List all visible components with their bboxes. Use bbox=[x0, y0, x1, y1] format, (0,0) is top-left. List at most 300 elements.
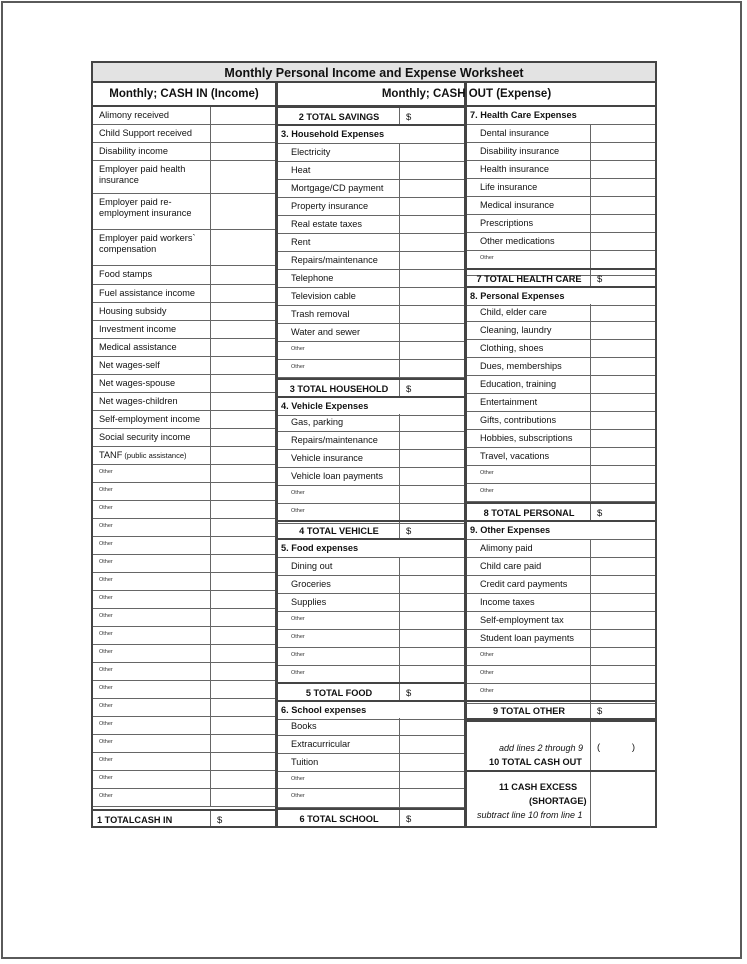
row-label: Other bbox=[99, 613, 113, 619]
row-label: Other bbox=[99, 523, 113, 529]
amount-field[interactable] bbox=[210, 681, 275, 698]
health-row bbox=[467, 125, 655, 143]
amount-field[interactable] bbox=[210, 699, 275, 716]
row-label: Other bbox=[99, 595, 113, 601]
row-label: Gas, parking bbox=[291, 417, 344, 427]
amount-field[interactable] bbox=[399, 198, 464, 215]
row-label: Alimony paid bbox=[480, 543, 533, 553]
total-vehicle-row bbox=[278, 520, 464, 540]
row-label: Other bbox=[291, 776, 305, 782]
amount-field[interactable] bbox=[210, 789, 275, 806]
row-label: Supplies bbox=[291, 597, 327, 607]
row-label: Clothing, shoes bbox=[480, 343, 544, 353]
amount-field[interactable] bbox=[210, 230, 275, 265]
amount-field[interactable] bbox=[399, 666, 464, 683]
income-row bbox=[93, 285, 275, 303]
row-label: Child Support received bbox=[99, 128, 192, 138]
amount-field[interactable] bbox=[590, 466, 655, 483]
health-row bbox=[467, 143, 655, 161]
amount-field[interactable] bbox=[590, 558, 655, 575]
row-label: Other medications bbox=[480, 236, 555, 246]
amount-field[interactable] bbox=[590, 179, 655, 196]
cash-out-header: Monthly; CASH OUT (Expense) bbox=[278, 82, 655, 107]
income-other-row bbox=[93, 537, 275, 555]
paren-placeholder: ( ) bbox=[597, 742, 635, 753]
income-row bbox=[93, 303, 275, 321]
row-label: Self-employment income bbox=[99, 414, 201, 424]
income-other-row bbox=[93, 771, 275, 789]
row-label: Cleaning, laundry bbox=[480, 325, 552, 335]
health-row bbox=[467, 215, 655, 233]
amount-field[interactable] bbox=[399, 288, 464, 305]
row-label: Other bbox=[480, 255, 494, 261]
row-label: Other bbox=[99, 667, 113, 673]
row-label: Other bbox=[291, 490, 305, 496]
amount-field[interactable] bbox=[590, 648, 655, 665]
personal-row bbox=[467, 304, 655, 322]
other-expense-row bbox=[467, 576, 655, 594]
row-label: Employer paid workers` compensation bbox=[99, 233, 196, 254]
household-header bbox=[278, 126, 464, 144]
amount-field[interactable] bbox=[399, 772, 464, 788]
amount-field[interactable] bbox=[210, 645, 275, 662]
household-row bbox=[278, 198, 464, 216]
amount-field[interactable] bbox=[210, 143, 275, 160]
row-label: Medical insurance bbox=[480, 200, 555, 210]
row-label: Other bbox=[291, 793, 305, 799]
row-label: Heat bbox=[291, 165, 311, 175]
household-row bbox=[278, 216, 464, 234]
row-label: Credit card payments bbox=[480, 579, 568, 589]
amount-field[interactable] bbox=[590, 125, 655, 142]
total-cash-in-row bbox=[93, 809, 275, 828]
amount-field[interactable] bbox=[399, 360, 464, 377]
row-label: Other bbox=[291, 364, 305, 370]
total-health-row bbox=[467, 268, 655, 288]
income-other-row bbox=[93, 483, 275, 501]
dollar-sign: $ bbox=[597, 706, 603, 717]
income-other-row bbox=[93, 609, 275, 627]
health-row bbox=[467, 161, 655, 179]
row-label: 8. Personal Expenses bbox=[470, 291, 565, 301]
row-label: 6. School expenses bbox=[281, 705, 367, 715]
health-header bbox=[467, 107, 655, 125]
row-label: Other bbox=[291, 616, 305, 622]
amount-field[interactable] bbox=[210, 501, 275, 518]
worksheet-title: Monthly Personal Income and Expense Worksheet bbox=[93, 63, 655, 83]
row-label: 7. Health Care Expenses bbox=[470, 110, 577, 120]
cash-excess-row bbox=[467, 772, 655, 828]
row-label: Fuel assistance income bbox=[99, 288, 196, 298]
income-row bbox=[93, 375, 275, 393]
amount-field[interactable] bbox=[399, 324, 464, 341]
amount-field[interactable] bbox=[399, 736, 464, 753]
row-label: Other bbox=[99, 649, 113, 655]
school-other-row bbox=[278, 789, 464, 808]
total-cash-out-label: 10 TOTAL CASH OUT bbox=[489, 757, 582, 767]
vehicle-row bbox=[278, 414, 464, 432]
amount-field[interactable] bbox=[210, 357, 275, 374]
school-row bbox=[278, 754, 464, 772]
amount-field[interactable] bbox=[210, 429, 275, 446]
amount-field[interactable] bbox=[399, 576, 464, 593]
income-other-row bbox=[93, 717, 275, 735]
amount-field[interactable] bbox=[590, 270, 655, 286]
amount-field[interactable] bbox=[590, 702, 655, 718]
income-row bbox=[93, 429, 275, 447]
personal-row bbox=[467, 376, 655, 394]
amount-field[interactable] bbox=[210, 663, 275, 680]
shortage-label: (SHORTAGE) bbox=[529, 796, 587, 806]
row-label: 4 TOTAL VEHICLE bbox=[299, 526, 379, 536]
row-label: Other bbox=[99, 739, 113, 745]
dollar-sign: $ bbox=[406, 112, 412, 123]
row-label: Other bbox=[480, 652, 494, 658]
amount-field[interactable] bbox=[210, 811, 275, 826]
amount-field[interactable] bbox=[399, 754, 464, 771]
amount-field[interactable] bbox=[210, 321, 275, 338]
row-label: Other bbox=[480, 670, 494, 676]
row-label: Other bbox=[291, 652, 305, 658]
row-label: Telephone bbox=[291, 273, 334, 283]
personal-row bbox=[467, 394, 655, 412]
amount-field[interactable] bbox=[590, 358, 655, 375]
row-label: Other bbox=[99, 685, 113, 691]
amount-field[interactable] bbox=[399, 216, 464, 233]
income-row bbox=[93, 447, 275, 465]
row-label: Prescriptions bbox=[480, 218, 534, 228]
amount-field[interactable] bbox=[399, 486, 464, 503]
row-label: 5. Food expenses bbox=[281, 543, 359, 553]
amount-field[interactable] bbox=[399, 432, 464, 449]
amount-field[interactable] bbox=[210, 753, 275, 770]
income-row bbox=[93, 125, 275, 143]
row-label: Mortgage/CD payment bbox=[291, 183, 384, 193]
health-row bbox=[467, 197, 655, 215]
amount-field[interactable] bbox=[590, 161, 655, 178]
row-label: Entertainment bbox=[480, 397, 538, 407]
row-label: Dues, memberships bbox=[480, 361, 562, 371]
food-row bbox=[278, 558, 464, 576]
income-other-row bbox=[93, 573, 275, 591]
amount-field[interactable] bbox=[399, 306, 464, 323]
row-label: Student loan payments bbox=[480, 633, 574, 643]
amount-field[interactable] bbox=[210, 339, 275, 356]
income-other-row bbox=[93, 627, 275, 645]
row-label: Tuition bbox=[291, 757, 319, 767]
row-label: Education, training bbox=[480, 379, 557, 389]
other-expense-other-row bbox=[467, 648, 655, 666]
amount-field[interactable] bbox=[210, 735, 275, 752]
row-label: Hobbies, subscriptions bbox=[480, 433, 573, 443]
row-label: Health insurance bbox=[480, 164, 549, 174]
row-label: Other bbox=[99, 703, 113, 709]
amount-field[interactable] bbox=[590, 448, 655, 465]
amount-field[interactable] bbox=[590, 430, 655, 447]
amount-field[interactable] bbox=[210, 465, 275, 482]
row-label: Vehicle loan payments bbox=[291, 471, 383, 481]
amount-field[interactable] bbox=[590, 304, 655, 321]
amount-field[interactable] bbox=[399, 144, 464, 161]
amount-field[interactable] bbox=[399, 162, 464, 179]
amount-field[interactable] bbox=[399, 108, 464, 124]
row-label: Groceries bbox=[291, 579, 331, 589]
row-label: 8 TOTAL PERSONAL bbox=[483, 508, 575, 518]
total-food-row bbox=[278, 682, 464, 702]
other-expenses-header bbox=[467, 522, 655, 540]
other-expense-other-row bbox=[467, 666, 655, 684]
amount-field[interactable] bbox=[590, 197, 655, 214]
amount-field[interactable] bbox=[590, 215, 655, 232]
amount-field[interactable] bbox=[399, 558, 464, 575]
vehicle-row bbox=[278, 450, 464, 468]
amount-field[interactable] bbox=[210, 411, 275, 428]
amount-field[interactable] bbox=[210, 555, 275, 572]
dollar-sign: $ bbox=[597, 274, 603, 285]
row-label: Self-employment tax bbox=[480, 615, 564, 625]
amount-field[interactable] bbox=[210, 771, 275, 788]
row-label: Other bbox=[291, 670, 305, 676]
household-row bbox=[278, 252, 464, 270]
food-other-row bbox=[278, 612, 464, 630]
school-other-row bbox=[278, 772, 464, 789]
income-row bbox=[93, 393, 275, 411]
amount-field[interactable] bbox=[590, 630, 655, 647]
row-note: (public assistance) bbox=[122, 451, 187, 460]
income-other-row bbox=[93, 645, 275, 663]
row-label: Life insurance bbox=[480, 182, 538, 192]
row-label: Trash removal bbox=[291, 309, 350, 319]
amount-field[interactable] bbox=[590, 143, 655, 160]
row-label: 1 TOTALCASH IN bbox=[97, 815, 173, 825]
income-row bbox=[93, 357, 275, 375]
row-label: Other bbox=[99, 775, 113, 781]
amount-field[interactable] bbox=[210, 717, 275, 734]
amount-field[interactable] bbox=[590, 666, 655, 683]
personal-row bbox=[467, 412, 655, 430]
income-row bbox=[93, 266, 275, 285]
amount-field[interactable] bbox=[590, 376, 655, 393]
row-label: 3 TOTAL HOUSEHOLD bbox=[289, 384, 389, 394]
amount-field[interactable] bbox=[399, 414, 464, 431]
income-row bbox=[93, 107, 275, 125]
row-label: Social security income bbox=[99, 432, 191, 442]
personal-row bbox=[467, 322, 655, 340]
row-label: Other bbox=[99, 721, 113, 727]
household-row bbox=[278, 144, 464, 162]
amount-field[interactable] bbox=[399, 612, 464, 629]
amount-field[interactable] bbox=[590, 394, 655, 411]
cash-out-column-right bbox=[467, 82, 655, 826]
personal-row bbox=[467, 448, 655, 466]
amount-field[interactable] bbox=[399, 270, 464, 287]
personal-other-row bbox=[467, 466, 655, 484]
amount-field[interactable] bbox=[210, 573, 275, 590]
row-label: Other bbox=[480, 470, 494, 476]
income-other-row bbox=[93, 789, 275, 807]
amount-field[interactable] bbox=[399, 718, 464, 735]
income-other-row bbox=[93, 735, 275, 753]
amount-field[interactable] bbox=[399, 684, 464, 700]
income-row bbox=[93, 411, 275, 429]
amount-field[interactable] bbox=[399, 648, 464, 665]
total-savings-row bbox=[278, 106, 464, 126]
amount-field[interactable] bbox=[210, 609, 275, 626]
vehicle-row bbox=[278, 468, 464, 486]
amount-field[interactable] bbox=[210, 125, 275, 142]
amount-field[interactable] bbox=[590, 412, 655, 429]
row-label: Net wages-spouse bbox=[99, 378, 176, 388]
row-label: Other bbox=[99, 487, 113, 493]
row-label: Other bbox=[291, 346, 305, 352]
amount-field[interactable] bbox=[399, 810, 464, 826]
amount-field[interactable] bbox=[399, 252, 464, 269]
amount-field[interactable] bbox=[399, 468, 464, 485]
amount-field[interactable] bbox=[210, 519, 275, 536]
amount-field[interactable] bbox=[590, 484, 655, 501]
row-label: Medical assistance bbox=[99, 342, 177, 352]
amount-field[interactable] bbox=[210, 303, 275, 320]
total-cash-out-row bbox=[467, 720, 655, 772]
amount-field[interactable] bbox=[399, 594, 464, 611]
add-lines-note: add lines 2 through 9 bbox=[499, 743, 584, 753]
row-label: TANF (public assistance) bbox=[99, 450, 187, 460]
row-label: Repairs/maintenance bbox=[291, 435, 378, 445]
income-other-row bbox=[93, 699, 275, 717]
amount-field[interactable] bbox=[210, 266, 275, 284]
personal-row bbox=[467, 358, 655, 376]
amount-field[interactable] bbox=[210, 537, 275, 554]
amount-field[interactable] bbox=[399, 342, 464, 359]
row-label: 9 TOTAL OTHER bbox=[493, 706, 565, 716]
household-other-row bbox=[278, 342, 464, 360]
row-label: Other bbox=[99, 505, 113, 511]
food-other-row bbox=[278, 648, 464, 666]
amount-field[interactable] bbox=[210, 375, 275, 392]
amount-field[interactable] bbox=[590, 612, 655, 629]
amount-field[interactable] bbox=[590, 340, 655, 357]
row-label: Disability insurance bbox=[480, 146, 560, 156]
row-label: Electricity bbox=[291, 147, 331, 157]
income-other-row bbox=[93, 519, 275, 537]
row-label: Other bbox=[291, 508, 305, 514]
row-label: 5 TOTAL FOOD bbox=[305, 688, 373, 698]
other-expense-row bbox=[467, 630, 655, 648]
income-row bbox=[93, 143, 275, 161]
personal-row bbox=[467, 340, 655, 358]
other-expense-row bbox=[467, 612, 655, 630]
income-row bbox=[93, 321, 275, 339]
total-household-row bbox=[278, 378, 464, 398]
row-label: Income taxes bbox=[480, 597, 535, 607]
amount-field[interactable] bbox=[210, 285, 275, 302]
health-row bbox=[467, 233, 655, 251]
income-row bbox=[93, 230, 275, 266]
row-label: Other bbox=[291, 634, 305, 640]
total-school-row bbox=[278, 808, 464, 828]
income-other-row bbox=[93, 681, 275, 699]
household-row bbox=[278, 306, 464, 324]
row-label: Books bbox=[291, 721, 317, 731]
amount-field[interactable] bbox=[210, 161, 275, 193]
row-label: Extracurricular bbox=[291, 739, 351, 749]
amount-field[interactable] bbox=[399, 180, 464, 197]
row-label: 9. Other Expenses bbox=[470, 525, 551, 535]
food-row bbox=[278, 594, 464, 612]
row-label: Alimony received bbox=[99, 110, 169, 120]
row-label: Net wages-self bbox=[99, 360, 160, 370]
row-label: Employer paid re-employment insurance bbox=[99, 197, 192, 218]
amount-field[interactable] bbox=[399, 450, 464, 467]
income-row bbox=[93, 339, 275, 357]
amount-field[interactable] bbox=[590, 576, 655, 593]
amount-field[interactable] bbox=[399, 522, 464, 538]
amount-field[interactable] bbox=[399, 789, 464, 807]
amount-field[interactable] bbox=[210, 393, 275, 410]
amount-field[interactable] bbox=[210, 627, 275, 644]
income-other-row bbox=[93, 555, 275, 573]
amount-field[interactable] bbox=[210, 483, 275, 500]
row-label: 7 TOTAL HEALTH CARE bbox=[476, 274, 582, 284]
row-label: Other bbox=[480, 688, 494, 694]
dollar-sign: $ bbox=[217, 815, 223, 826]
household-other-row bbox=[278, 360, 464, 378]
amount-field[interactable] bbox=[590, 594, 655, 611]
subtract-note: subtract line 10 from line 1 bbox=[477, 810, 583, 820]
total-cash-out-field[interactable] bbox=[590, 722, 655, 770]
amount-field[interactable] bbox=[590, 540, 655, 557]
amount-field[interactable] bbox=[210, 194, 275, 229]
income-row bbox=[93, 161, 275, 194]
amount-field[interactable] bbox=[210, 107, 275, 124]
dollar-sign: $ bbox=[406, 688, 412, 699]
other-expense-row bbox=[467, 558, 655, 576]
amount-field[interactable] bbox=[590, 233, 655, 250]
household-row bbox=[278, 180, 464, 198]
food-header bbox=[278, 540, 464, 558]
row-label: 4. Vehicle Expenses bbox=[281, 401, 369, 411]
row-label: Food stamps bbox=[99, 269, 153, 279]
amount-field[interactable] bbox=[399, 234, 464, 251]
income-other-row bbox=[93, 753, 275, 771]
amount-field[interactable] bbox=[210, 447, 275, 464]
amount-field[interactable] bbox=[210, 591, 275, 608]
household-row bbox=[278, 288, 464, 306]
row-label: Repairs/maintenance bbox=[291, 255, 378, 265]
amount-field[interactable] bbox=[399, 380, 464, 396]
row-label: Other bbox=[99, 577, 113, 583]
personal-row bbox=[467, 430, 655, 448]
row-label: Net wages-children bbox=[99, 396, 178, 406]
worksheet bbox=[91, 61, 657, 828]
cash-in-column bbox=[93, 82, 278, 826]
other-expense-row bbox=[467, 594, 655, 612]
row-label: Other bbox=[99, 757, 113, 763]
amount-field[interactable] bbox=[590, 504, 655, 520]
food-row bbox=[278, 576, 464, 594]
cash-excess-field[interactable] bbox=[590, 772, 655, 828]
income-other-row bbox=[93, 465, 275, 483]
household-row bbox=[278, 162, 464, 180]
row-label: Gifts, contributions bbox=[480, 415, 557, 425]
dollar-sign: $ bbox=[406, 526, 412, 537]
food-other-row bbox=[278, 630, 464, 648]
cash-in-header: Monthly; CASH IN (Income) bbox=[93, 82, 275, 107]
amount-field[interactable] bbox=[399, 630, 464, 647]
amount-field[interactable] bbox=[590, 322, 655, 339]
other-expense-row bbox=[467, 540, 655, 558]
row-label: Disability income bbox=[99, 146, 168, 156]
